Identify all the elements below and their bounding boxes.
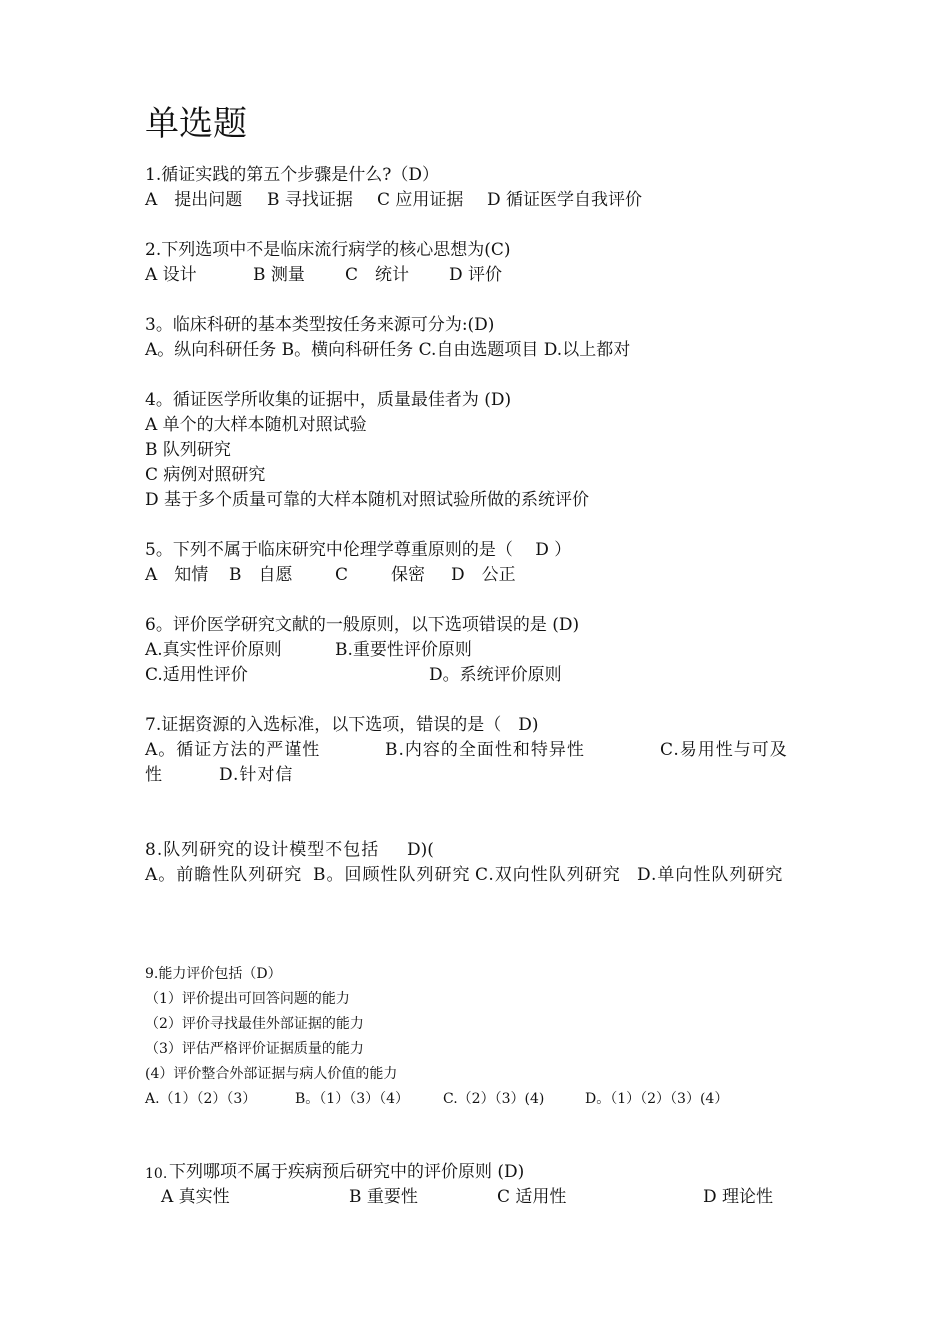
question-8 — [145, 838, 845, 863]
question-7: 7.证据资源的入选标准，以下选项，错误的是（ D) — [145, 715, 539, 735]
option-d: D。（1）（2）（3）(4） — [585, 1091, 729, 1107]
option-c: C.易用性与可及 — [660, 740, 788, 760]
option-c: C.（2）（3）(4) — [443, 1091, 545, 1107]
question-9-item-3: （3）评估严格评价证据质量的能力 — [145, 1041, 364, 1057]
question-9: 9.能力评价包括（D） — [145, 966, 282, 982]
question-4: 4。循证医学所收集的证据中，质量最佳者为 (D) — [145, 390, 512, 410]
option-c-text: 保密 — [391, 565, 425, 585]
option-a: A 知情 — [145, 565, 209, 585]
question-8-options — [145, 863, 845, 888]
question-2-options — [145, 263, 845, 288]
option-c: C 应用证据 — [377, 190, 464, 210]
option-b: B 测量 — [253, 265, 305, 285]
question-7-options-row-1 — [145, 738, 845, 763]
question-8-text: 8.队列研究的设计模型不包括 — [145, 840, 380, 860]
option-d: D 理论性 — [703, 1187, 774, 1207]
question-10-number: 10. — [145, 1166, 168, 1182]
option-d: D 循证医学自我评价 — [487, 190, 643, 210]
question-1: 1.循证实践的第五个步骤是什么?（D） — [145, 165, 439, 185]
option-a: A 真实性 — [161, 1187, 230, 1207]
question-9-item-4: (4）评价整合外部证据与病人价值的能力 — [145, 1066, 398, 1082]
option-c: C 适用性 — [497, 1187, 567, 1207]
option-d: D 基于多个质量可靠的大样本随机对照试验所做的系统评价 — [145, 490, 590, 510]
option-b: B.内容的全面性和特异性 — [385, 740, 585, 760]
option-c-continued: 性 — [145, 765, 162, 785]
option-b: B 寻找证据 — [267, 190, 353, 210]
option-b: B。回顾性队列研究 — [313, 865, 471, 885]
option-b: B.重要性评价原则 — [335, 640, 472, 660]
question-10 — [145, 1160, 845, 1185]
option-c: C.适用性评价 — [145, 665, 248, 685]
option-d: D.针对信 — [219, 765, 294, 785]
option-d: D.单向性队列研究 — [637, 865, 784, 885]
option-c: C.双向性队列研究 — [475, 865, 621, 885]
question-1-options — [145, 188, 845, 213]
option-c: C — [335, 565, 349, 585]
question-5: 5。下列不属于临床研究中伦理学尊重原则的是（ D ） — [145, 540, 572, 560]
option-a: A。前瞻性队列研究 — [145, 865, 303, 885]
option-a: A 提出问题 — [145, 190, 243, 210]
question-5-options — [145, 563, 845, 588]
question-2: 2.下列选项中不是临床流行病学的核心思想为(C) — [145, 240, 511, 260]
option-b: B 重要性 — [349, 1187, 418, 1207]
option-d: D。系统评价原则 — [429, 665, 562, 685]
option-d: D 评价 — [449, 265, 503, 285]
option-c: C 病例对照研究 — [145, 465, 266, 485]
question-9-item-1: （1）评价提出可回答问题的能力 — [145, 991, 350, 1007]
option-b: B 自愿 — [229, 565, 293, 585]
option-a: A.（1）（2）（3） — [145, 1091, 257, 1107]
option-c: C 统计 — [345, 265, 410, 285]
question-3-options: A。纵向科研任务 B。横向科研任务 C.自由选题项目 D.以上都对 — [145, 340, 631, 360]
question-10-text: 下列哪项不属于疾病预后研究中的评价原则 (D) — [169, 1162, 525, 1182]
option-a: A。循证方法的严谨性 — [145, 740, 321, 760]
question-9-item-2: （2）评价寻找最佳外部证据的能力 — [145, 1016, 364, 1032]
question-6-options-row-1 — [145, 638, 845, 663]
option-a: A 单个的大样本随机对照试验 — [145, 415, 367, 435]
question-6: 6。评价医学研究文献的一般原则，以下选项错误的是 (D) — [145, 615, 580, 635]
option-a: A 设计 — [145, 265, 197, 285]
option-b: B 队列研究 — [145, 440, 231, 460]
question-10-options — [145, 1185, 845, 1210]
question-8-answer: D)( — [407, 840, 434, 860]
question-7-options-row-2 — [145, 763, 845, 788]
question-9-options — [145, 1087, 845, 1112]
question-3: 3。临床科研的基本类型按任务来源可分为:(D) — [145, 315, 495, 335]
option-d: D 公正 — [451, 565, 516, 585]
option-a: A.真实性评价原则 — [145, 640, 282, 660]
page-title: 单选题 — [145, 104, 247, 144]
question-6-options-row-2 — [145, 663, 845, 688]
option-b: B。（1）（3）（4） — [295, 1091, 410, 1107]
